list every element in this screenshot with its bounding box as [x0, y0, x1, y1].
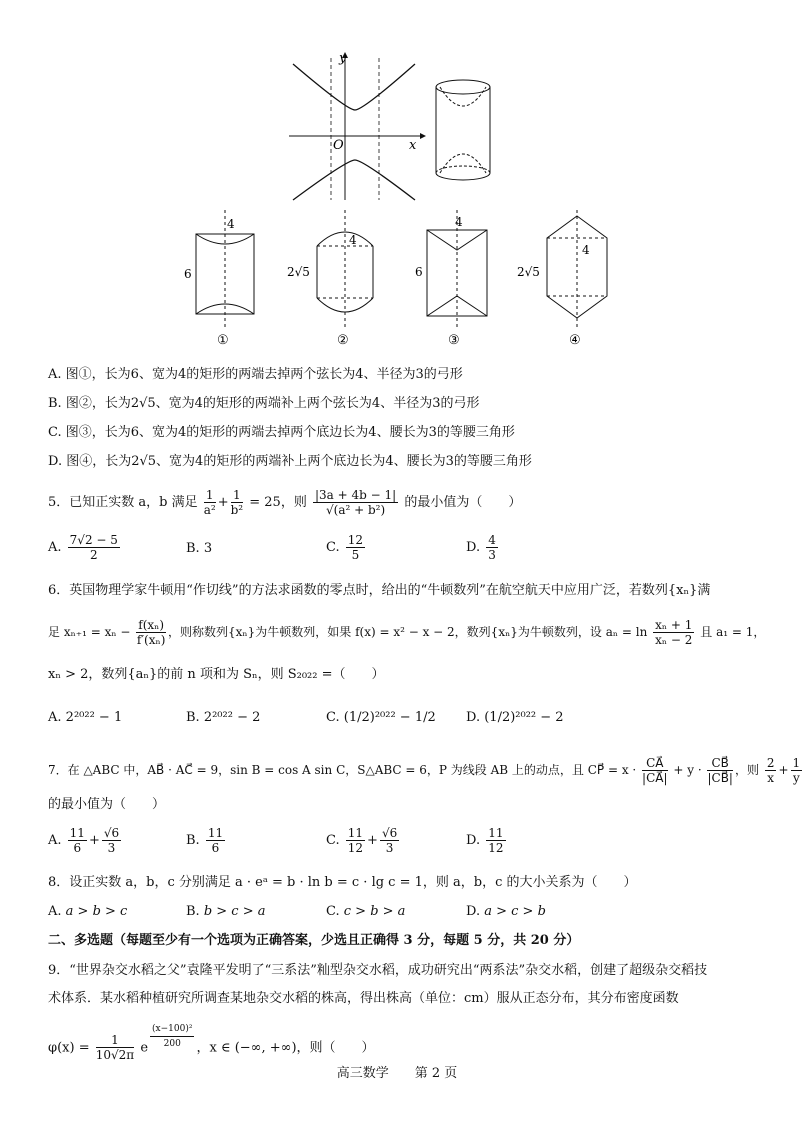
q9-line-1: 9．“世界杂交水稻之父”袁隆平发明了“三系法”籼型杂交水稻，成功研究出“两系法”杂交水稻，创建了超级杂交稻技 — [48, 963, 708, 978]
q5-option-c[interactable]: C. $\frac{12}{5}$ — [326, 533, 364, 562]
q7-option-c[interactable]: C. $\frac{11}{12}$ + $\frac{√6}{3}$ — [326, 826, 398, 855]
q6-line-2: 足 xₙ₊₁ = xₙ − $\frac{\text{f(xₙ)}}{\text{f′(xₙ)}}$ ，则称数列{xₙ}为牛顿数列，如果 f(x) = x² − x − 2，数列{xₙ}为牛顿数列，设 aₙ = ln $\frac{\text{xₙ + 1}}{\text{xₙ − 2}}$ 且 a₁ = 1， — [48, 618, 766, 647]
axis-y-label: y — [339, 51, 347, 66]
fig1-label: ① — [217, 333, 229, 348]
fig4-label: ④ — [569, 333, 581, 348]
q6-line-3: xₙ > 2，数列{aₙ}的前 n 项和为 Sₙ，则 S₂₀₂₂ =（ ） — [48, 667, 385, 682]
q5-option-b[interactable]: B. 3 — [186, 541, 213, 556]
q6-option-c[interactable]: C. (1/2)²⁰²² − 1/2 — [326, 710, 436, 725]
figure-2-arcs-added — [285, 208, 405, 348]
figure-3-triangles-removed — [405, 208, 515, 348]
axis-x-label: x — [409, 138, 417, 153]
hyperbola-figure — [285, 50, 435, 205]
q7-line-2: 的最小值为（ ） — [48, 797, 166, 812]
q4-option-a[interactable]: A. 图①，长为6、宽为4的矩形的两端去掉两个弦长为4、半径为3的弓形 — [48, 367, 463, 382]
q9-line-2: 术体系．某水稻种植研究所调查某地杂交水稻的株高，得出株高（单位：cm）服从正态分布，其分布密度函数 — [48, 991, 679, 1006]
page-footer: 高三数学 第 2 页 — [336, 1066, 458, 1081]
q8-option-c[interactable]: C. c > b > a — [326, 904, 406, 919]
fig2-label: ② — [337, 333, 349, 348]
fig2-width: 4 — [349, 233, 357, 247]
q7-option-d[interactable]: D. $\frac{11}{12}$ — [466, 826, 504, 855]
q8-stem: 8．设正实数 a，b，c 分别满足 a · eᵃ = b · ln b = c · lg c = 1，则 a，b，c 的大小关系为（ ） — [48, 875, 637, 890]
q5-option-a[interactable]: A. $\frac{7√2 - 5}{2}$ — [48, 533, 118, 562]
q6-line-1: 6．英国物理学家牛顿用“作切线”的方法求函数的零点时，给出的“牛顿数列”在航空航天中应用广泛，若数列{xₙ}满 — [48, 583, 711, 598]
q7-option-b[interactable]: B. $\frac{11}{6}$ — [186, 826, 224, 855]
fig3-height: 6 — [415, 265, 423, 279]
section-2-heading: 二、多选题（每题至少有一个选项为正确答案，少选且正确得 3 分，每题 5 分，共 20 分） — [48, 933, 580, 948]
q9-density-function: φ(x) = $\frac{1}{10√2\pi}$ e $\frac{\text{(x−100)²}}{200}$ ，x ∈ (−∞, +∞)，则（ ） — [48, 1024, 375, 1063]
q5-option-d[interactable]: D. $\frac{4}{3}$ — [466, 533, 496, 562]
q6-option-d[interactable]: D. (1/2)²⁰²² − 2 — [466, 710, 564, 725]
fig2-height: 2√5 — [287, 265, 310, 279]
fig1-width: 4 — [227, 217, 235, 231]
fig4-height: 2√5 — [517, 265, 540, 279]
q6-option-a[interactable]: A. 2²⁰²² − 1 — [48, 710, 123, 725]
q5-stem: 5．已知正实数 a，b 满足 $\frac{1}{\text{a²}}$ + $\frac{1}{\text{b²}}$ = 25，则 $\frac{|3a + 4b - 1|}{\text{√(a² + b²)}}$ 的最小值为（ ） — [48, 488, 522, 517]
q8-option-d[interactable]: D. a > c > b — [466, 904, 546, 919]
q4-option-b[interactable]: B. 图②，长为2√5、宽为4的矩形的两端补上两个弦长为4、半径为3的弓形 — [48, 396, 480, 411]
q6-option-b[interactable]: B. 2²⁰²² − 2 — [186, 710, 261, 725]
fig3-label: ③ — [448, 333, 460, 348]
origin-label: O — [333, 138, 344, 153]
cylinder-figure — [430, 75, 500, 185]
fig1-height: 6 — [184, 267, 192, 281]
q7-line-1: 7．在 △ABC 中，AB⃗ · AC⃗ = 9，sin B = cos A sin C，S△ABC = 6，P 为线段 AB 上的动点，且 CP⃗ = x · $\frac{CA⃗}{|CA⃗|}$ + y · $\frac{CB⃗}{|CB⃗|}$ ，则 $\frac{2}{x}$ + $\frac{1}{y}$ — [48, 756, 801, 785]
fig4-width: 4 — [582, 243, 590, 257]
q4-option-d[interactable]: D. 图④，长为2√5、宽为4的矩形的两端补上两个底边长为4、腰长为3的等腰三角形 — [48, 454, 532, 469]
q8-option-b[interactable]: B. b > c > a — [186, 904, 266, 919]
fig3-width: 4 — [455, 215, 463, 229]
q4-option-c[interactable]: C. 图③，长为6、宽为4的矩形的两端去掉两个底边长为4、腰长为3的等腰三角形 — [48, 425, 515, 440]
q8-option-a[interactable]: A. a > b > c — [48, 904, 128, 919]
figure-4-triangles-added — [515, 208, 640, 348]
figure-1-arcs-removed — [180, 208, 270, 348]
q7-option-a[interactable]: A. $\frac{11}{6}$ + $\frac{√6}{3}$ — [48, 826, 120, 855]
